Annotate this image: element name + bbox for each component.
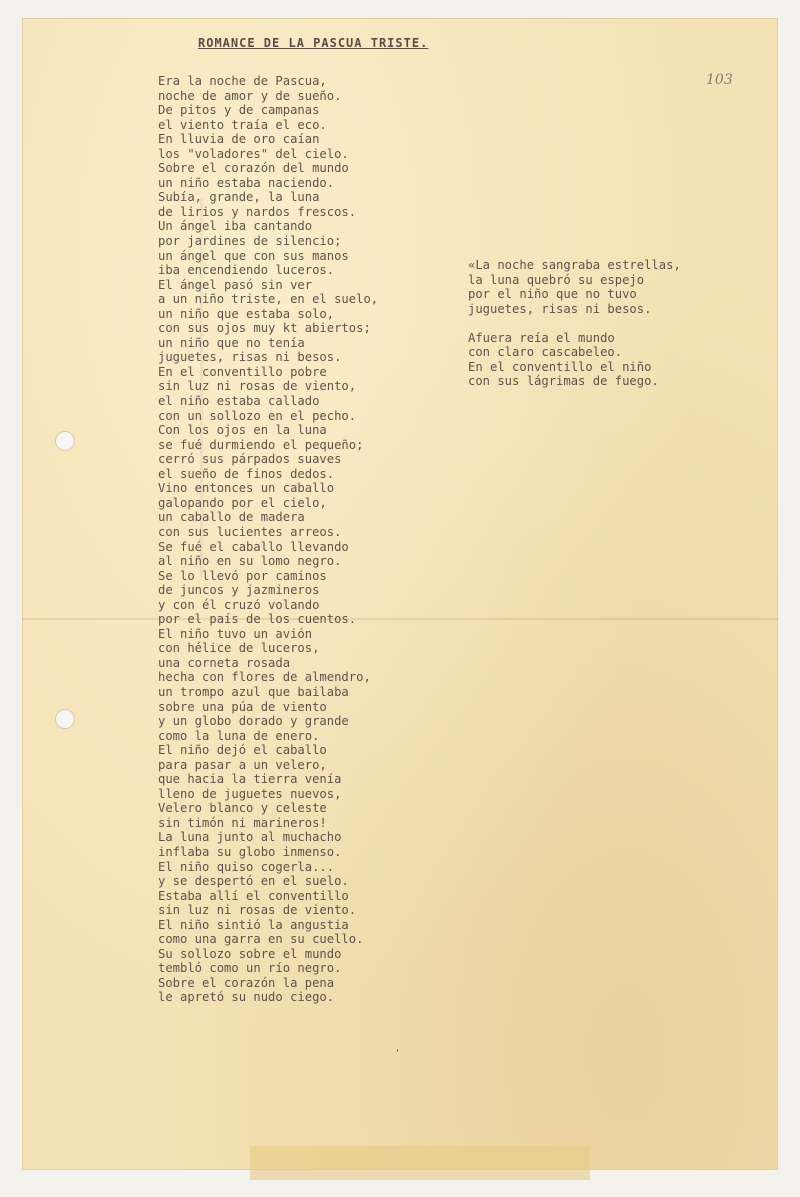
poem-line: el niño estaba callado bbox=[158, 394, 320, 409]
punch-hole-top bbox=[56, 432, 74, 450]
tape-strip bbox=[250, 1146, 590, 1180]
poem-line: Sobre el corazón del mundo bbox=[158, 161, 349, 176]
poem-line: Su sollozo sobre el mundo bbox=[158, 946, 342, 961]
poem-line: le apretó su nudo ciego. bbox=[158, 990, 335, 1005]
poem-line: En el conventillo pobre bbox=[158, 364, 327, 379]
poem-line: De pitos y de campanas bbox=[158, 103, 320, 118]
poem-line: y un globo dorado y grande bbox=[158, 714, 349, 729]
poem-line: Era la noche de Pascua, bbox=[158, 74, 327, 88]
poem-line: inflaba su globo inmenso. bbox=[158, 844, 342, 859]
poem-line: con claro cascabeleo. bbox=[468, 345, 623, 360]
poem-line: El niño dejó el caballo bbox=[158, 743, 327, 758]
poem-line: En lluvia de oro caían bbox=[158, 132, 320, 147]
poem-line: sin luz ni rosas de viento, bbox=[158, 379, 357, 394]
poem-line: sin timón ni marineros! bbox=[158, 815, 327, 830]
poem-line: un niño que estaba solo, bbox=[158, 306, 335, 321]
poem-line: con sus ojos muy kt abiertos; bbox=[158, 321, 371, 336]
poem-line bbox=[468, 316, 681, 331]
poem-line: El niño sintió la angustia bbox=[158, 917, 349, 932]
poem-line: a un niño triste, en el suelo, bbox=[158, 292, 379, 307]
poem-line: Estaba allí el conventillo bbox=[158, 888, 349, 903]
stray-mark: ' bbox=[396, 1048, 399, 1059]
poem-line: sobre una púa de viento bbox=[158, 699, 327, 714]
poem-line: Se fué el caballo llevando bbox=[158, 539, 349, 554]
poem-line: los "voladores" del cielo. bbox=[158, 146, 349, 161]
poem-line: La luna junto al muchacho bbox=[158, 830, 342, 845]
poem-line: Un ángel iba cantando bbox=[158, 219, 313, 234]
poem-line: El ángel pasó sin ver bbox=[158, 277, 313, 292]
poem-line: un caballo de madera bbox=[158, 510, 305, 525]
poem-line: y se despertó en el suelo. bbox=[158, 874, 349, 889]
poem-title: ROMANCE DE LA PASCUA TRISTE. bbox=[198, 36, 429, 50]
poem-line: Se lo llevó por caminos bbox=[158, 568, 327, 583]
poem-line: Subía, grande, la luna bbox=[158, 190, 320, 205]
poem-line: Vino entonces un caballo bbox=[158, 481, 335, 496]
poem-line: noche de amor y de sueño. bbox=[158, 88, 342, 103]
poem-line: un niño estaba naciendo. bbox=[158, 175, 335, 190]
poem-line: tembló como un río negro. bbox=[158, 961, 342, 976]
poem-line: por el país de los cuentos. bbox=[158, 612, 357, 627]
poem-line: El niño quiso cogerla... bbox=[158, 859, 335, 874]
poem-left-column bbox=[158, 74, 378, 1005]
poem-line: de juncos y jazmineros bbox=[158, 583, 320, 598]
poem-line: iba encendiendo luceros. bbox=[158, 263, 335, 278]
poem-line: Velero blanco y celeste bbox=[158, 801, 327, 816]
poem-line: por jardines de silencio; bbox=[158, 234, 342, 249]
paper-sheet bbox=[22, 18, 778, 1170]
poem-line: «La noche sangraba estrellas, bbox=[468, 258, 681, 272]
poem-line: cerró sus párpados suaves bbox=[158, 452, 342, 467]
poem-line: lleno de juguetes nuevos, bbox=[158, 786, 342, 801]
poem-line: juguetes, risas ni besos. bbox=[158, 350, 342, 365]
poem-line: como una garra en su cuello. bbox=[158, 932, 364, 947]
page-number: 103 bbox=[706, 72, 733, 88]
poem-line: por el niño que no tuvo bbox=[468, 287, 637, 302]
poem-line: la luna quebró su espejo bbox=[468, 272, 645, 287]
poem-line: sin luz ni rosas de viento. bbox=[158, 903, 357, 918]
poem-line: un niño que no tenía bbox=[158, 335, 305, 350]
poem-line: al niño en su lomo negro. bbox=[158, 554, 342, 569]
poem-line: como la luna de enero. bbox=[158, 728, 320, 743]
fold-crease bbox=[22, 618, 778, 620]
poem-line: En el conventillo el niño bbox=[468, 359, 652, 374]
poem-line: el sueño de finos dedos. bbox=[158, 466, 335, 481]
poem-line: con sus lágrimas de fuego. bbox=[468, 374, 659, 389]
poem-line: con hélice de luceros, bbox=[158, 641, 320, 656]
poem-line: hecha con flores de almendro, bbox=[158, 670, 371, 685]
poem-line: Sobre el corazón la pena bbox=[158, 975, 335, 990]
poem-line: juguetes, risas ni besos. bbox=[468, 301, 652, 316]
poem-line: para pasar a un velero, bbox=[158, 757, 327, 772]
poem-line: Con los ojos en la luna bbox=[158, 423, 327, 438]
poem-right-column bbox=[468, 258, 681, 389]
poem-line: un ángel que con sus manos bbox=[158, 248, 349, 263]
poem-line: Afuera reía el mundo bbox=[468, 330, 615, 345]
punch-hole-bottom bbox=[56, 710, 74, 728]
poem-line: y con él cruzó volando bbox=[158, 597, 320, 612]
poem-line: un trompo azul que bailaba bbox=[158, 684, 349, 699]
poem-line: se fué durmiendo el pequeño; bbox=[158, 437, 364, 452]
poem-line: galopando por el cielo, bbox=[158, 495, 327, 510]
poem-line: de lirios y nardos frescos. bbox=[158, 204, 357, 219]
poem-line: con un sollozo en el pecho. bbox=[158, 408, 357, 423]
poem-line: el viento traía el eco. bbox=[158, 117, 327, 132]
poem-line: El niño tuvo un avión bbox=[158, 626, 313, 641]
poem-line: con sus lucientes arreos. bbox=[158, 524, 342, 539]
poem-line: una corneta rosada bbox=[158, 655, 291, 670]
poem-line: que hacia la tierra venía bbox=[158, 772, 342, 787]
